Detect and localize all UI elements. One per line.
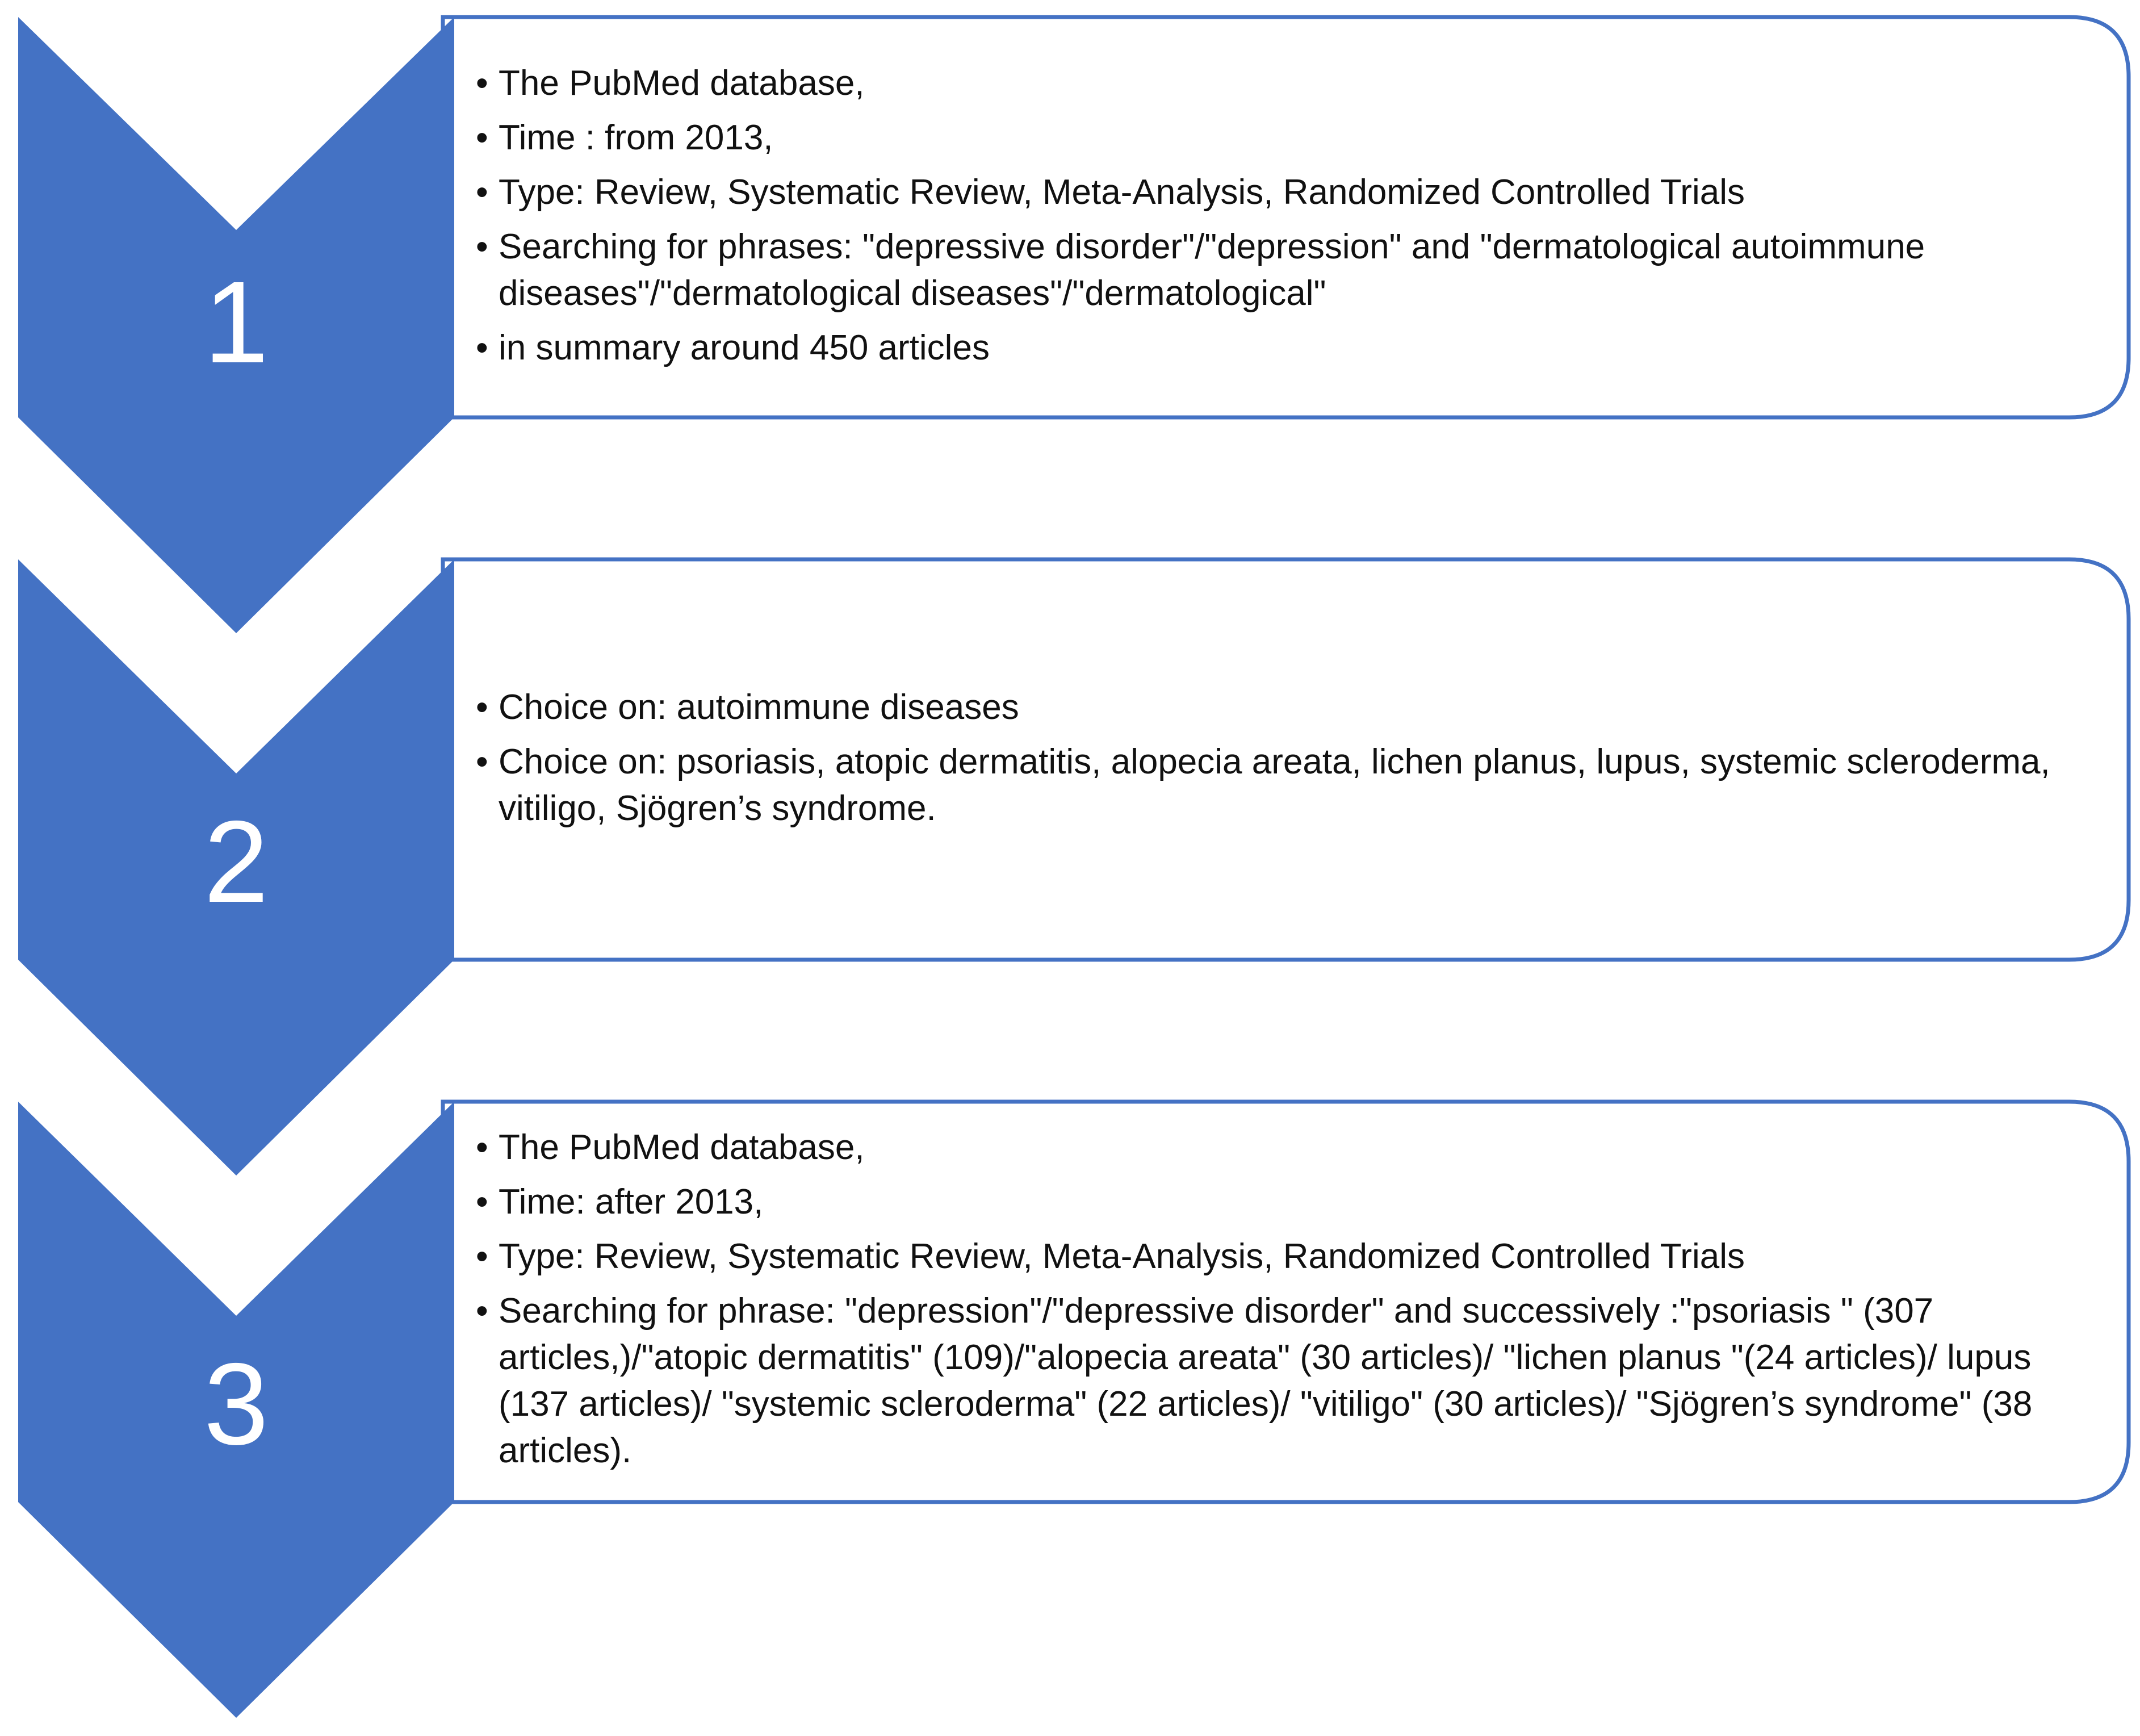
list-item: • in summary around 450 articles [476, 328, 990, 367]
list-item: • Choice on: psoriasis, atopic dermatitis, alopecia areata, lichen planus, lupus, systemic scleroderma, vitiligo, Sjögren’s syndrome. [476, 742, 2050, 828]
step-3-number: 3 [203, 1339, 269, 1469]
step-3-content [476, 1124, 2111, 1482]
step-2-content [476, 684, 2111, 840]
step-1-item-3: Type: Review, Systematic Review, Meta-Analysis, Randomized Controlled Trials [499, 173, 1745, 212]
step-1-number: 1 [203, 257, 269, 387]
step-1-item-5: in summary around 450 articles [499, 328, 990, 367]
list-item: • Type: Review, Systematic Review, Meta-Analysis, Randomized Controlled Trials [476, 173, 1745, 212]
step-3-item-2: Time: after 2013, [499, 1182, 764, 1222]
list-item: • Time : from 2013, [476, 118, 773, 157]
step-1-item-2: Time : from 2013, [499, 118, 773, 157]
step-1-item-1: The PubMed database, [499, 64, 865, 103]
step-2-item-2: Choice on: psoriasis, atopic dermatitis, alopecia areata, lichen planus, lupus, systemic scleroderma, vitiligo, Sjögren’s syndrome. [499, 742, 2050, 828]
list-item: • Type: Review, Systematic Review, Meta-Analysis, Randomized Controlled Trials [476, 1237, 1745, 1276]
list-item: • The PubMed database, [476, 1128, 865, 1167]
list-item: • The PubMed database, [476, 64, 865, 103]
step-1-item-4: Searching for phrases: "depressive disorder"/"depression" and "dermatological autoimmune diseases"/"dermatological diseases"/"dermatological" [499, 227, 1925, 313]
step-2-item-1: Choice on: autoimmune diseases [499, 688, 1019, 727]
step-1-content [476, 60, 2111, 379]
list-item: • Choice on: autoimmune diseases [476, 688, 1019, 727]
list-item: • Time: after 2013, [476, 1182, 764, 1222]
step-3-item-1: The PubMed database, [499, 1128, 865, 1167]
step-3-item-4: Searching for phrase: "depression"/"depressive disorder" and successively :"psoriasis " (307 articles,)/"atopic dermatitis" (109)/"alopecia areata" (30 articles)/ "lichen planus "(24 articles)/ lupus (137 articles)/ "systemic scleroderma" (22 articles)/ "vitiligo" (30 articles)/ "Sjögren’s syndrome" (38 articles). [499, 1291, 2033, 1470]
step-2-number: 2 [203, 797, 269, 927]
list-item: • Searching for phrase: "depression"/"depressive disorder" and successively :"psoriasis " (307 articles,)/"atopic dermatitis" (109)/"alopecia areata" (30 articles)/ "lichen planus "(24 articles)/ lupus (137 articles)/ "systemic scleroderma" (22 articles)/ "vitiligo" (30 articles)/ "Sjögren’s syndrome" (38 articles). [476, 1291, 2033, 1470]
list-item: • Searching for phrases: "depressive disorder"/"depression" and "dermatological autoimmune diseases"/"dermatological diseases"/"dermatological" [476, 227, 1925, 313]
step-3-item-3: Type: Review, Systematic Review, Meta-Analysis, Randomized Controlled Trials [499, 1237, 1745, 1276]
